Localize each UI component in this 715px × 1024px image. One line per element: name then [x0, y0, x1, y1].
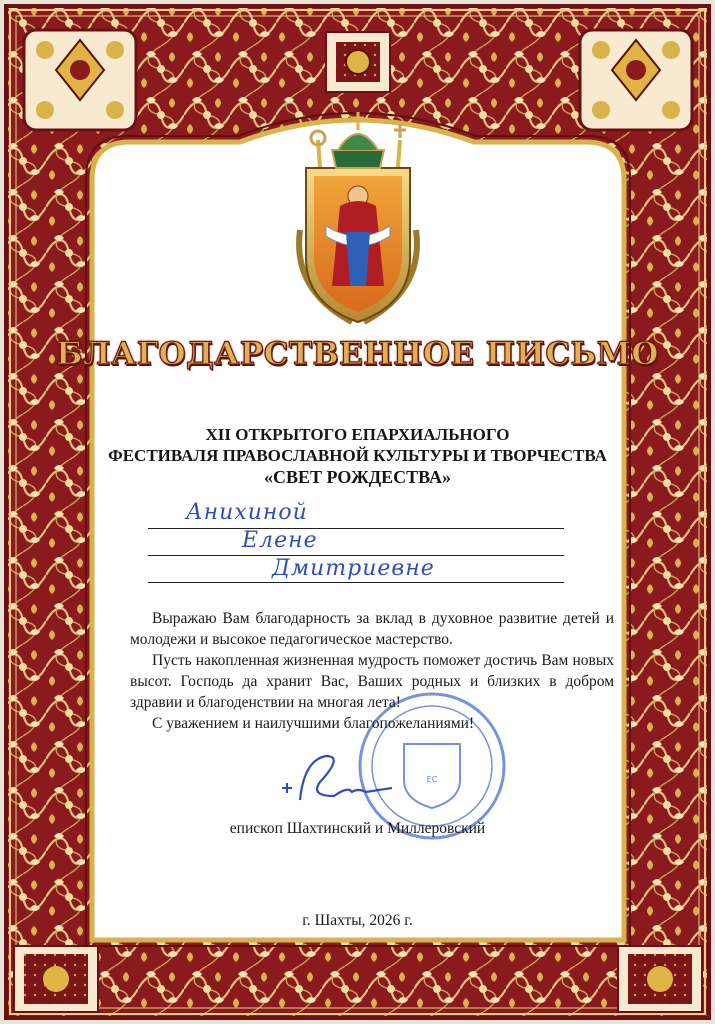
recipient-name: Елене [242, 528, 318, 553]
body-paragraph: Пусть накопленная жизненная мудрость поможет достичь Вам новых высот. Господь да хранит Вас, Ваших родных и близких в добром здравии и благоденствии на многая лета! [130, 652, 614, 711]
signer-title: епископ Шахтинский и Миллеровский [229, 820, 486, 837]
recipient-line [148, 582, 564, 583]
festival-line-2: ФЕСТИВАЛЯ ПРАВОСЛАВНОЙ КУЛЬТУРЫ И ТВОРЧЕСТВА [108, 446, 607, 465]
top-center-ornament-icon [326, 32, 390, 92]
corner-ornament-icon [618, 946, 702, 1012]
diocese-coat-of-arms-icon [299, 112, 417, 322]
place-date: г. Шахты, 2026 г. [302, 912, 413, 929]
document-title: БЛАГОДАРСТВЕННОЕ ПИСЬМО [56, 336, 659, 372]
festival-line-1: XII ОТКРЫТОГО ЕПАРХИАЛЬНОГО [205, 425, 510, 444]
recipient-surname: Анихиной [186, 500, 308, 525]
corner-ornament-icon [24, 30, 136, 130]
recipient-patronymic: Дмитриевне [272, 556, 435, 581]
recipient-line [148, 528, 564, 529]
corner-ornament-icon [580, 30, 692, 130]
stamp-monogram: ЕС [426, 775, 438, 784]
corner-ornament-icon [14, 946, 98, 1012]
letter-body [130, 608, 614, 734]
closing-line: С уважением и наилучшими благопожеланиями! [152, 715, 475, 732]
festival-name: «СВЕТ РОЖДЕСТВА» [263, 467, 452, 487]
body-paragraph: Выражаю Вам благодарность за вклад в духовное развитие детей и молодежи и высокое педагогическое мастерство. [130, 610, 614, 648]
